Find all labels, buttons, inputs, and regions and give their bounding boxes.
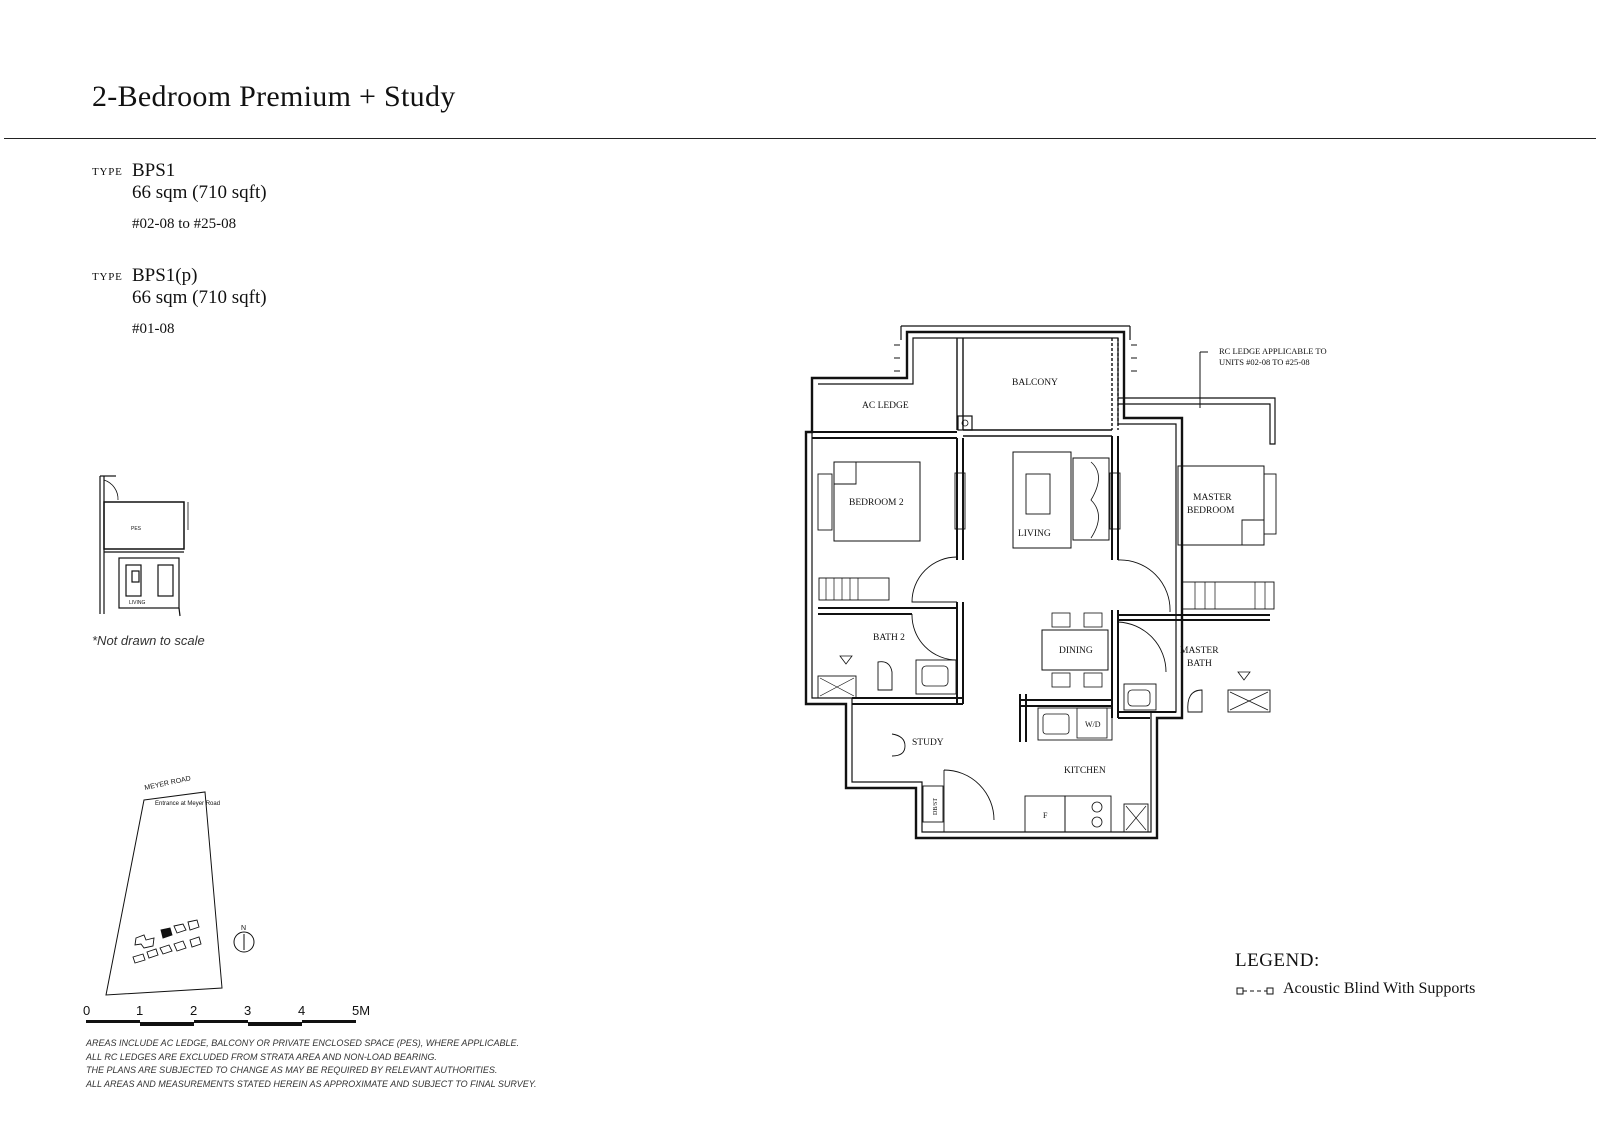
type-area: 66 sqm (710 sqft)	[132, 182, 267, 203]
pes-label: PES	[131, 526, 142, 532]
rc-ledge-note-1: RC LEDGE APPLICABLE TO	[1219, 346, 1327, 356]
room-label-balcony: BALCONY	[1012, 378, 1058, 388]
scale-bar	[86, 1020, 356, 1026]
type-area: 66 sqm (710 sqft)	[132, 287, 267, 308]
legend-title: LEGEND:	[1235, 950, 1320, 971]
room-label-master-bedroom-2: BEDROOM	[1187, 506, 1235, 516]
type-label: TYPE	[92, 166, 123, 178]
scale-label: 2	[190, 1003, 198, 1018]
legend-item-label: Acoustic Blind With Supports	[1283, 980, 1476, 997]
fridge-label: F	[1043, 811, 1048, 820]
type-units: #01-08	[132, 321, 175, 337]
scale-label: 0	[83, 1003, 91, 1018]
db-label: DB/ST	[933, 797, 939, 815]
note-line: THE PLANS ARE SUBJECTED TO CHANGE AS MAY BE REQUIRED BY RELEVANT AUTHORITIES.	[86, 1065, 498, 1075]
type-label: TYPE	[92, 271, 123, 283]
page-title: 2-Bedroom Premium + Study	[92, 80, 456, 113]
room-label-living: LIVING	[1018, 529, 1051, 539]
north-label: N	[241, 925, 247, 932]
pes-living-label: LIVING	[129, 600, 146, 606]
note-line: ALL AREAS AND MEASUREMENTS STATED HEREIN AS APPROXIMATE AND SUBJECT TO FINAL SURVEY.	[86, 1078, 537, 1089]
room-label-master-bedroom-1: MASTER	[1193, 493, 1232, 503]
disclaimer-notes	[86, 1037, 536, 1091]
room-label-bath-2: BATH 2	[873, 633, 905, 643]
pes-key-plan	[100, 476, 188, 616]
room-label-dining: DINING	[1059, 646, 1093, 656]
site-blocks	[133, 920, 201, 963]
wd-label: W/D	[1085, 720, 1101, 729]
road-label: MEYER ROAD	[143, 775, 192, 792]
type-code: BPS1	[132, 160, 176, 181]
room-label-study: STUDY	[912, 738, 944, 748]
note-line: ALL RC LEDGES ARE EXCLUDED FROM STRATA AREA AND NON-LOAD BEARING.	[86, 1051, 437, 1062]
not-to-scale-note: *Not drawn to scale	[92, 633, 205, 648]
type-units: #02-08 to #25-08	[132, 216, 237, 232]
room-label-bedroom-2: BEDROOM 2	[849, 498, 904, 508]
rc-ledge-note-2: UNITS #02-08 TO #25-08	[1219, 357, 1310, 367]
scale-label: 1	[136, 1003, 144, 1018]
room-label-master-bath-2: BATH	[1187, 659, 1212, 669]
scale-label: 5M	[352, 1003, 371, 1018]
note-line: AREAS INCLUDE AC LEDGE, BALCONY OR PRIVATE ENCLOSED SPACE (PES), WHERE APPLICABLE.	[86, 1038, 519, 1048]
room-label-ac-ledge: AC LEDGE	[862, 401, 909, 411]
type-code: BPS1(p)	[132, 265, 198, 286]
scale-label: 3	[244, 1003, 252, 1018]
acoustic-blind-symbol	[1237, 988, 1273, 994]
scale-label: 4	[298, 1003, 306, 1018]
room-label-kitchen: KITCHEN	[1064, 766, 1106, 776]
site-plan	[106, 775, 254, 995]
room-label-master-bath-1: MASTER	[1180, 646, 1219, 656]
entrance-label: Entrance at Meyer Road	[155, 801, 221, 807]
